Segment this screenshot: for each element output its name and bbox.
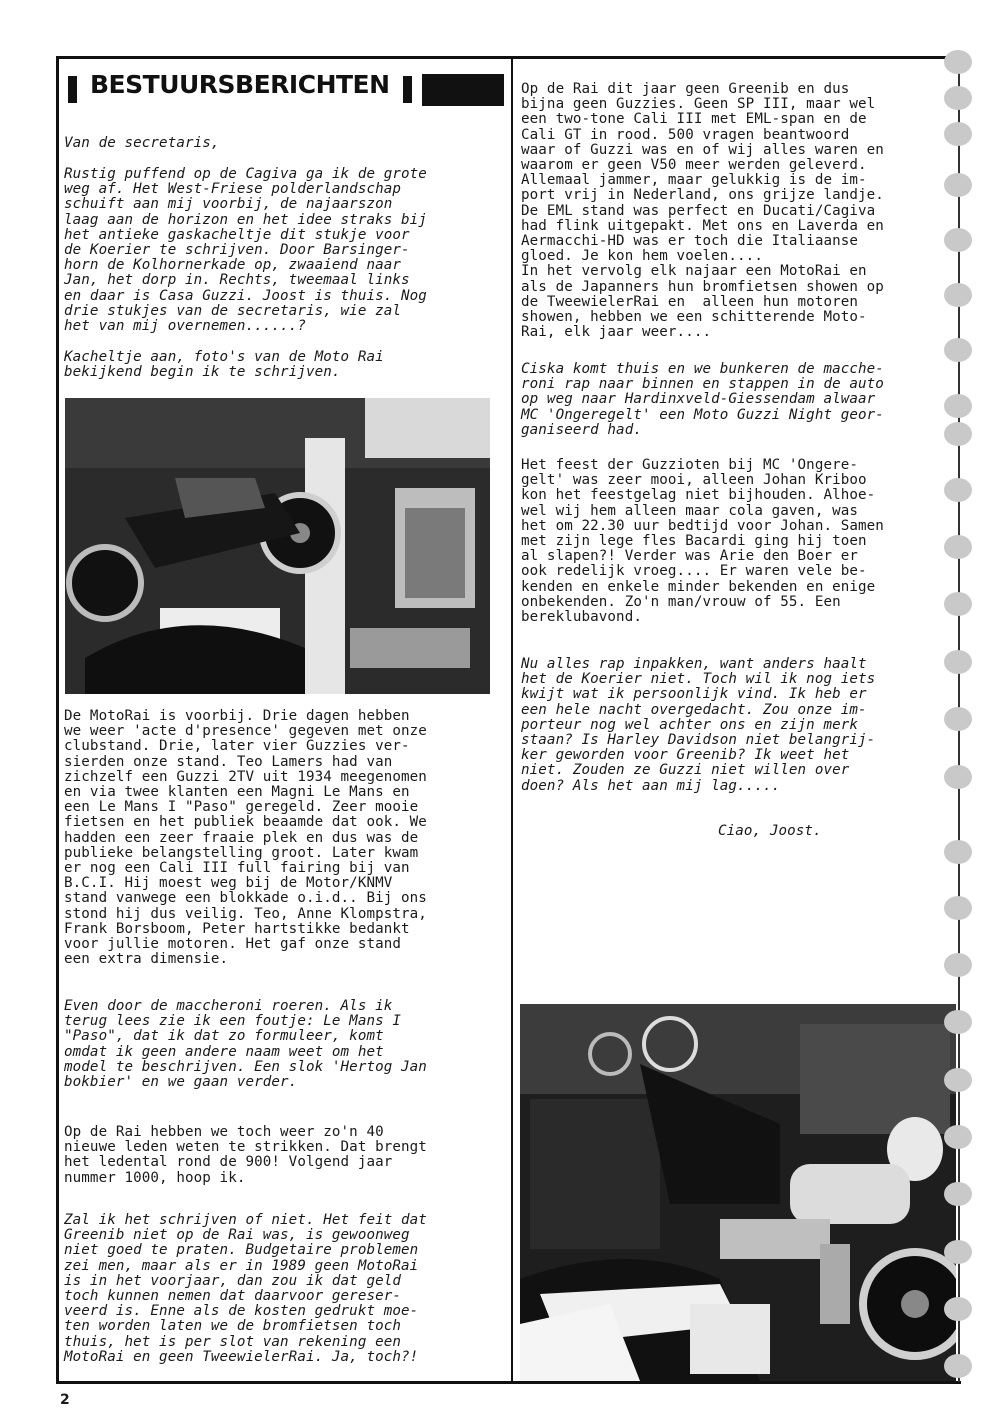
binder-hole xyxy=(944,1068,972,1092)
binder-hole xyxy=(944,535,972,559)
masthead-bar-mid xyxy=(403,76,412,103)
binder-hole xyxy=(944,650,972,674)
masthead-block-right xyxy=(422,74,504,106)
binder-hole xyxy=(944,122,972,146)
binder-hole xyxy=(944,1125,972,1149)
binder-hole xyxy=(944,1182,972,1206)
frame-bottom-rule xyxy=(56,1381,961,1384)
binder-hole xyxy=(944,707,972,731)
frame-top-rule xyxy=(56,56,961,59)
feest-paragraph: Het feest der Guzzioten bij MC 'Ongere- gelt' was zeer mooi, alleen Johan Kriboo kon het feestgelag niet bijhouden. Alhoe- wel wij hem alleen maar cola gaven, was het om 22.30 uur bedtijd voor Johan. Samen met zijn lege fles Bacardi ging hij toen al slapen?! Verder was Arie den Boer er ook redelijk vroeg.... Er waren vele be- kenden en enkele minder bekenden en enige onbekenden. Zo'n man/vrouw of 55. Een bereklubavond. xyxy=(521,457,884,626)
greenib-paragraph: Zal ik het schrijven of niet. Het feit dat Greenib niet op de Rai was, is gewoonweg niet goed te praten. Budgetaire problemen zei men, maar als er in 1989 geen MotoRai is in het voorjaar, dan zou ik dat geld toch kunnen nemen dat daarvoor gereser- veerd is. Enne als de kosten gedrukt moe- ten worden laten we de bromfietsen toch thuis, het is per slot van rekening een MotoRai en geen TweewielerRai. Ja, toch?! xyxy=(64,1212,427,1365)
maccheroni-paragraph: Even door de maccheroni roeren. Als ik terug lees zie ik een foutje: Le Mans I "Paso", dat ik dat zo formuleer, komt omdat ik geen andere naam weet om het model te beschrijven. Een slok 'Hertog Jan bokbier' en we gaan verder. xyxy=(64,998,427,1091)
binder-hole xyxy=(944,1354,972,1378)
motorai-paragraph: De MotoRai is voorbij. Drie dagen hebben we weer 'acte d'presence' gegeven met onze clubstand. Drie, later vier Guzzies ver- sierden onze stand. Teo Lamers had van zichzelf een Guzzi 2TV uit 1934 meegenomen en via twee klanten een Magni Le Mans en een Le Mans I "Paso" geregeld. Zeer mooie fietsen en het publiek beaamde dat ook. We hadden een zeer fraaie plek en dus was de publieke belangstelling groot. Later kwam er nog een Cali III full fairing bij van B.C.I. Hij moest weg bij de Motor/KNMV stand vanwege een blokkade o.i.d.. Bij ons stond hij dus veilig. Teo, Anne Klompstra, Frank Borsboom, Peter hartstikke bedankt voor jullie motoren. Het gaf onze stand een extra dimensie. xyxy=(64,708,427,968)
leden-paragraph: Op de Rai hebben we toch weer zo'n 40 nieuwe leden weten te strikken. Dat brengt het ledental rond de 900! Volgend jaar nummer 1000, hoop ik. xyxy=(64,1124,427,1186)
column-divider xyxy=(511,56,513,1382)
binder-hole xyxy=(944,765,972,789)
binder-hole xyxy=(944,338,972,362)
intro-paragraph: Rustig puffend op de Cagiva ga ik de grote weg af. Het West-Friese polderlandschap schuift aan mij voorbij, de najaarszon laag aan de horizon en het idee straks bij het antieke gaskacheltje dit stukje voor de Koerier te schrijven. Door Barsinger- horn de Kolhornerkade op, zwaaiend naar Jan, het dorp in. Rechts, tweemaal links en daar is Casa Guzzi. Joost is thuis. Nog drie stukjes van de secretaris, wie zal het van mij overnemen......? xyxy=(64,166,427,335)
binder-hole xyxy=(944,592,972,616)
binder-hole xyxy=(944,896,972,920)
binder-hole xyxy=(944,173,972,197)
rai-paragraph: Op de Rai dit jaar geen Greenib en dus bijna geen Guzzies. Geen SP III, maar wel een two-tone Cali III met EML-span en de Cali GT in rood. 500 vragen beantwoord waar of Guzzi was en of wij alles waren en waarom er geen V50 meer werden geleverd. Allemaal jammer, maar gelukkig is de im- port vrij in Nederland, ons grijze landje. De EML stand was perfect en Ducati/Cagiva had flink uitgepakt. Met ons en Laverda en Aermacchi-HD was er toch die Italiaanse gloed. Je kon hem voelen.... In het vervolg elk najaar een MotoRai en als de Japanners hun bromfietsen showen op de TweewielerRai en alleen hun motoren showen, hebben we een schitterende Moto- Rai, elk jaar weer.... xyxy=(521,81,884,341)
masthead-bar-left xyxy=(68,76,77,103)
frame-left-rule xyxy=(56,56,59,1382)
binder-hole xyxy=(944,1297,972,1321)
page-number: 2 xyxy=(60,1392,70,1408)
binder-hole xyxy=(944,953,972,977)
ciska-paragraph: Ciska komt thuis en we bunkeren de macche- roni rap naar binnen en stappen in de auto op weg naar Hardinxveld-Giessendam alwaar MC 'Ongeregelt' een Moto Guzzi Night geor- ganiseerd had. xyxy=(521,361,884,438)
binder-hole xyxy=(944,840,972,864)
binder-hole xyxy=(944,394,972,418)
section-title: BESTUURSBERICHTEN xyxy=(90,70,390,99)
inpakken-paragraph: Nu alles rap inpakken, want anders haalt het de Koerier niet. Toch wil ik nog iets kwijt wat ik persoonlijk vind. Ik heb er een hele nacht overgedacht. Zou onze im- porteur nog wel achter ons en zijn merk staan? Is Harley Davidson niet belangrij- ker geworden voor Greenib? Ik weet het niet. Zouden ze Guzzi niet willen over doen? Als het aan mij lag..... xyxy=(521,656,876,794)
binder-hole xyxy=(944,50,972,74)
greeting: Van de secretaris, xyxy=(64,135,220,151)
binder-hole xyxy=(944,86,972,110)
motorcycle-photo xyxy=(520,1004,956,1381)
binder-hole xyxy=(944,283,972,307)
signoff: Ciao, Joost. xyxy=(718,823,822,839)
binder-hole xyxy=(944,1010,972,1034)
binder-hole xyxy=(944,478,972,502)
binder-hole xyxy=(944,1240,972,1264)
kachel-paragraph: Kacheltje aan, foto's van de Moto Rai bekijkend begin ik te schrijven. xyxy=(64,349,384,381)
binder-hole xyxy=(944,422,972,446)
binder-hole xyxy=(944,228,972,252)
club-stand-photo xyxy=(65,398,490,694)
